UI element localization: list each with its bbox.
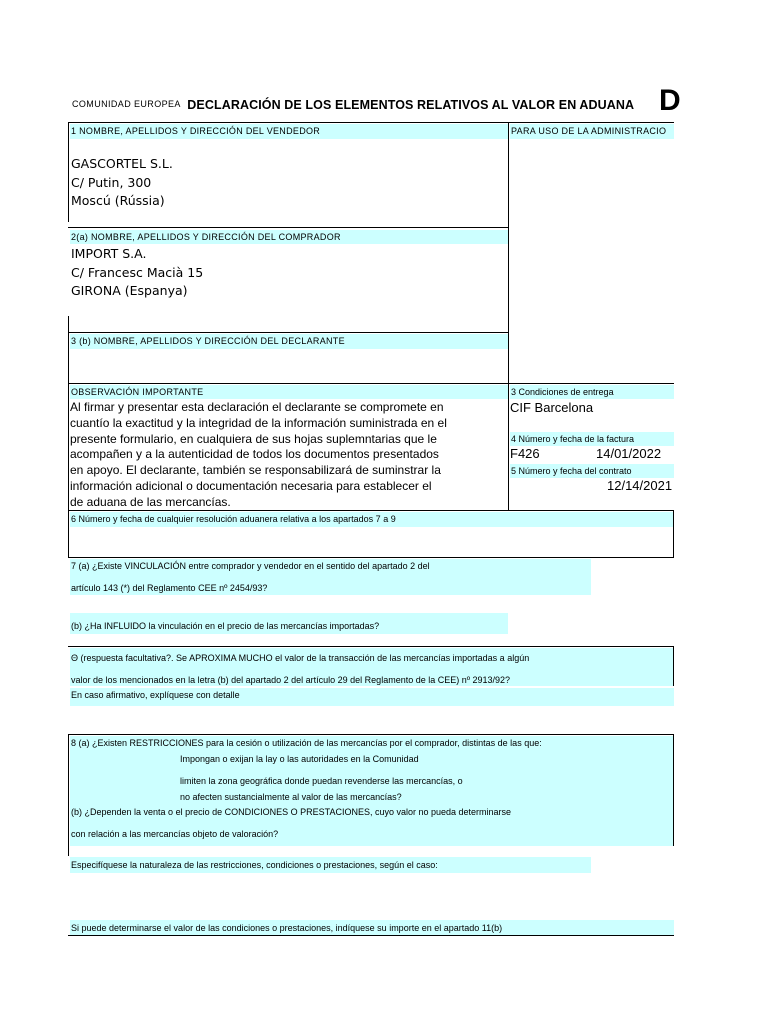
observation-line: información adicional o documentación necesaria para establecer el xyxy=(70,478,432,493)
buyer-address xyxy=(71,245,203,301)
left-rule-upper xyxy=(68,122,69,222)
invoice-label: 4 Número y fecha de la factura xyxy=(511,434,635,444)
section8-top-rule xyxy=(68,734,674,735)
section7c-line3: En caso afirmativo, explíquese con detalle xyxy=(71,690,240,700)
section8-amount-label: Si puede determinarse el valor de las condiciones o prestaciones, indíquese su importe en el apartado 11(b) xyxy=(71,923,503,933)
observation-text xyxy=(70,400,447,511)
header-prefix: COMUNIDAD EUROPEA xyxy=(72,99,181,109)
form-title: DECLARACIÓN DE LOS ELEMENTOS RELATIVOS AL VALOR EN ADUANA xyxy=(187,98,635,112)
observation-line: cuantío la exactitud y la integridad de la información suministrada en el xyxy=(70,415,447,430)
buyer-city: GIRONA (Espanya) xyxy=(71,283,188,298)
section7b-label: (b) ¿Ha INFLUIDO la vinculación en el precio de las mercancías importadas? xyxy=(71,621,380,631)
section8-specify-label: Especifíquese la naturaleza de las restricciones, condiciones o prestaciones, según el caso: xyxy=(71,860,438,870)
section7c-line2: valor de los mencionados en la letra (b) del apartado 2 del artículo 29 del Reglamento de la CEE) nº 2913/92? xyxy=(71,675,511,685)
buyer-bottom-rule xyxy=(68,332,508,333)
section8a-line3: limiten la zona geográfica donde puedan revenderse las mercancías, o xyxy=(180,776,463,786)
seller-bottom-rule xyxy=(68,227,508,228)
section7c-line1: Θ (respuesta facultativa?. Se APROXIMA MUCHO el valor de la transacción de las mercancías importadas a algún xyxy=(71,653,530,663)
left-rule-section6 xyxy=(68,510,69,557)
admin-label: PARA USO DE LA ADMINISTRACIO xyxy=(511,126,667,136)
form-title-cut-letter: D xyxy=(659,84,681,117)
seller-street: C/ Putin, 300 xyxy=(71,174,152,190)
delivery-value: CIF Barcelona xyxy=(510,400,594,415)
bottom-rule xyxy=(68,935,674,936)
section7a-line2: artículo 143 (*) del Reglamento CEE nº 2454/93? xyxy=(71,583,268,593)
right-rule-section8 xyxy=(673,734,674,846)
observation-line: en apoyo. El declarante, también se responsabilizará de suminstrar la xyxy=(70,463,441,478)
section7c-top-rule xyxy=(68,646,674,647)
observation-line: de aduana de las mercancías. xyxy=(70,494,231,509)
contract-date: 12/14/2021 xyxy=(607,478,673,493)
contract-label: 5 Número y fecha del contrato xyxy=(511,466,632,476)
buyer-street: C/ Francesc Macià 15 xyxy=(71,264,204,280)
center-rule xyxy=(508,122,509,511)
left-rule-section8 xyxy=(68,734,69,856)
section6-label: 6 Número y fecha de cualquier resolución aduanera relativa a los apartados 7 a 9 xyxy=(71,514,396,524)
buyer-label: 2(a) NOMBRE, APELLIDOS Y DIRECCIÓN DEL COMPRADOR xyxy=(71,232,341,242)
invoice-date: 14/01/2022 xyxy=(596,446,662,461)
section7a-line1: 7 (a) ¿Existe VINCULACIÓN entre comprador y vendedor en el sentido del apartado 2 del xyxy=(71,561,430,571)
observation-line: Al firmar y presentar esta declaración el declarante se compromete en xyxy=(70,400,444,414)
seller-label: 1 NOMBRE, APELLIDOS Y DIRECCIÓN DEL VENDEDOR xyxy=(71,126,321,136)
delivery-label: 3 Condiciones de entrega xyxy=(511,387,614,397)
observation-line: presente formulario, en cualquiera de sus hojas suplemntarias que le xyxy=(70,431,437,446)
section8a-line4: no afecten sustancialmente al valor de las mercancías? xyxy=(180,792,402,802)
right-rule-section7c xyxy=(673,646,674,686)
declarant-label: 3 (b) NOMBRE, APELLIDOS Y DIRECCIÓN DEL DECLARANTE xyxy=(71,336,345,346)
seller-name: GASCORTEL S.L. xyxy=(71,156,173,171)
top-rule xyxy=(68,122,674,123)
section8b-line1: (b) ¿Dependen la venta o el precio de CONDICIONES O PRESTACIONES, cuyo valor no pueda determinarse xyxy=(71,807,512,817)
section6-bottom-rule xyxy=(68,557,674,558)
observation-top-rule xyxy=(68,383,674,384)
seller-address xyxy=(71,155,173,211)
left-rule-lower xyxy=(68,316,69,511)
section8b-line2: con relación a las mercancías objeto de valoración? xyxy=(71,829,279,839)
invoice-number: F426 xyxy=(510,446,540,461)
observation-label: OBSERVACIÓN IMPORTANTE xyxy=(71,387,204,397)
right-rule-section6 xyxy=(673,510,674,557)
seller-city: Moscú (Rússia) xyxy=(71,193,165,208)
buyer-name: IMPORT S.A. xyxy=(71,246,147,261)
observation-line: acompañen y a la autenticidad de todos los documentos presentados xyxy=(70,447,439,462)
section8a-line2: Impongan o exijan la lay o las autoridades en la Comunidad xyxy=(180,754,419,764)
section8a-line1: 8 (a) ¿Existen RESTRICCIONES para la cesión o utilización de las mercancías por el comprador, distintas de las que: xyxy=(71,738,542,748)
